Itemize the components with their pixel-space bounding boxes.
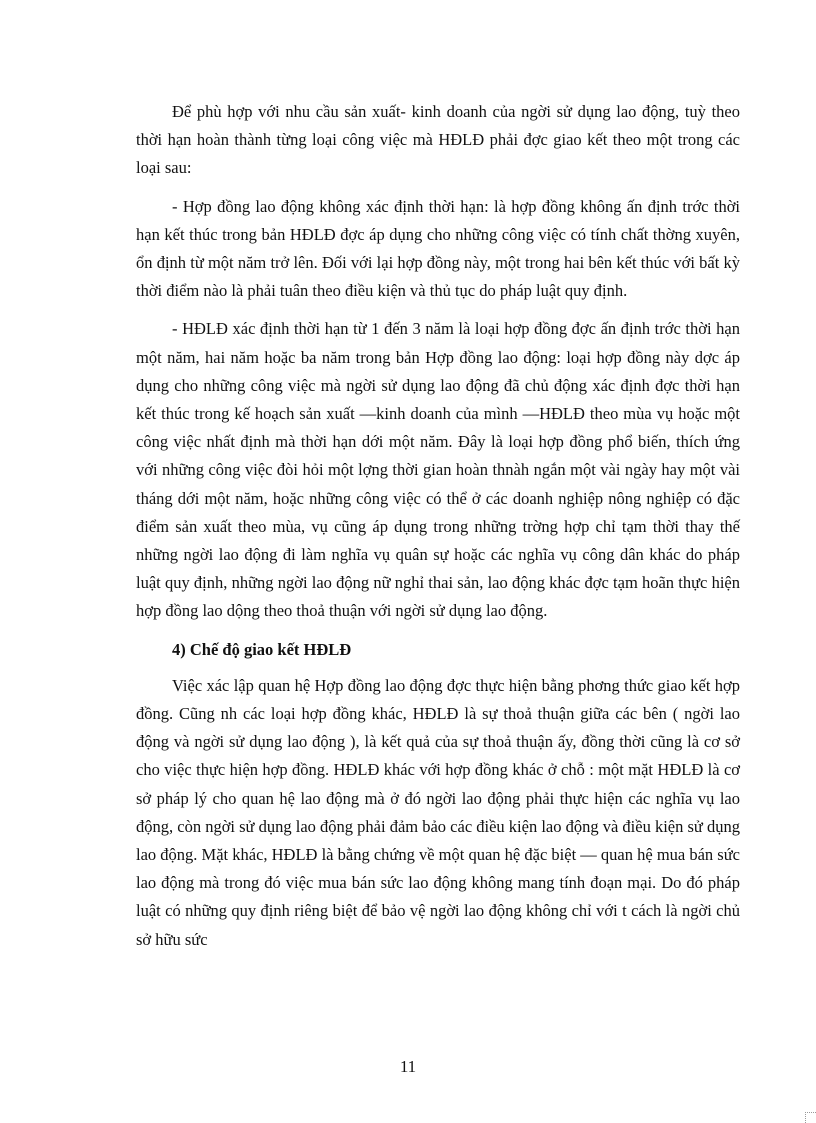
- paragraph-contract-formation: Việc xác lập quan hệ Hợp đồng lao động đợc thực hiện bằng phơng thức giao kết hợp đồng. Cũng nh các loại hợp đồng khác, HĐLĐ là sự thoả thuận giữa các bên ( ngời lao động và ngời sử dụng lao động ), là kết quả của sự thoả thuận ấy, đồng thời cũng là cơ sở cho việc thực hiện hợp đồng. HĐLĐ khác với hợp đồng khác ở chỗ : một mặt HĐLĐ là cơ sở pháp lý cho quan hệ lao động mà ở đó ngời lao động phải thực hiện các nghĩa vụ lao động, còn ngời sử dụng lao động phải đảm bảo các điều kiện lao động và điều kiện sử dụng lao động. Mặt khác, HĐLĐ là bằng chứng về một quan hệ đặc biệt — quan hệ mua bán sức lao động mà trong đó việc mua bán sức lao động không mang tính đoạn mại. Do đó pháp luật có những quy định riêng biệt để bảo vệ ngời lao động không chỉ với t cách là ngời chủ sở hữu sức: [136, 675, 740, 949]
- page-number: 11: [399, 1057, 417, 1076]
- page-corner-mark: [805, 1112, 816, 1123]
- paragraph-fixed-term-contract: - HĐLĐ xác định thời hạn từ 1 đến 3 năm là loại hợp đồng đợc ấn định trớc thời hạn một năm, hai năm hoặc ba năm trong bản Hợp đồng lao động: loại hợp đồng này dợc áp dụng cho những công việc mà ngời sử dụng lao động đã chủ động xác định đợc thời hạn kết thúc trong kế hoạch sản xuất —kinh doanh của mình —HĐLĐ theo mùa vụ hoặc một công việc nhất định mà thời hạn dới một năm. Đây là loại hợp đồng phổ biến, thích ứng với những công việc đòi hỏi một lợng thời gian hoàn thnàh ngắn một vài ngày hay một vài tháng dới một năm, hoặc những công việc có thể ở các doanh nghiệp nông nghiệp có đặc điểm sản xuất theo mùa, vụ cũng áp dụng trong những trờng hợp chỉ tạm thời thay thế những ngời lao động đi làm nghĩa vụ quân sự hoặc các nghĩa vụ công dân khác do pháp luật quy định, những ngời lao động nữ nghỉ thai sản, lao động khác đợc tạm hoãn thực hiện hợp đồng lao dộng theo thoả thuận với ngời sử dụng lao động.: [136, 319, 740, 621]
- paragraph-indefinite-contract: - Hợp đồng lao động không xác định thời hạn: là hợp đồng không ấn định trớc thời hạn kết thúc trong bản HĐLĐ đợc áp dụng cho những công việc có tính chất thờng xuyên, ổn định từ một năm trở lên. Đối với lại hợp đồng này, một trong hai bên kết thúc với bất kỳ thời điểm nào là phải tuân theo điều kiện và thủ tục do pháp luật quy định.: [136, 196, 740, 301]
- paragraph-intro: Để phù hợp với nhu cầu sản xuất- kinh doanh của ngời sử dụng lao động, tuỳ theo thời hạn hoàn thành từng loại công việc mà HĐLĐ phải đợc giao kết theo một trong các loại sau:: [136, 102, 740, 178]
- section-heading: 4) Chế độ giao kết HĐLĐ: [172, 639, 352, 659]
- document-page: [136, 98, 740, 964]
